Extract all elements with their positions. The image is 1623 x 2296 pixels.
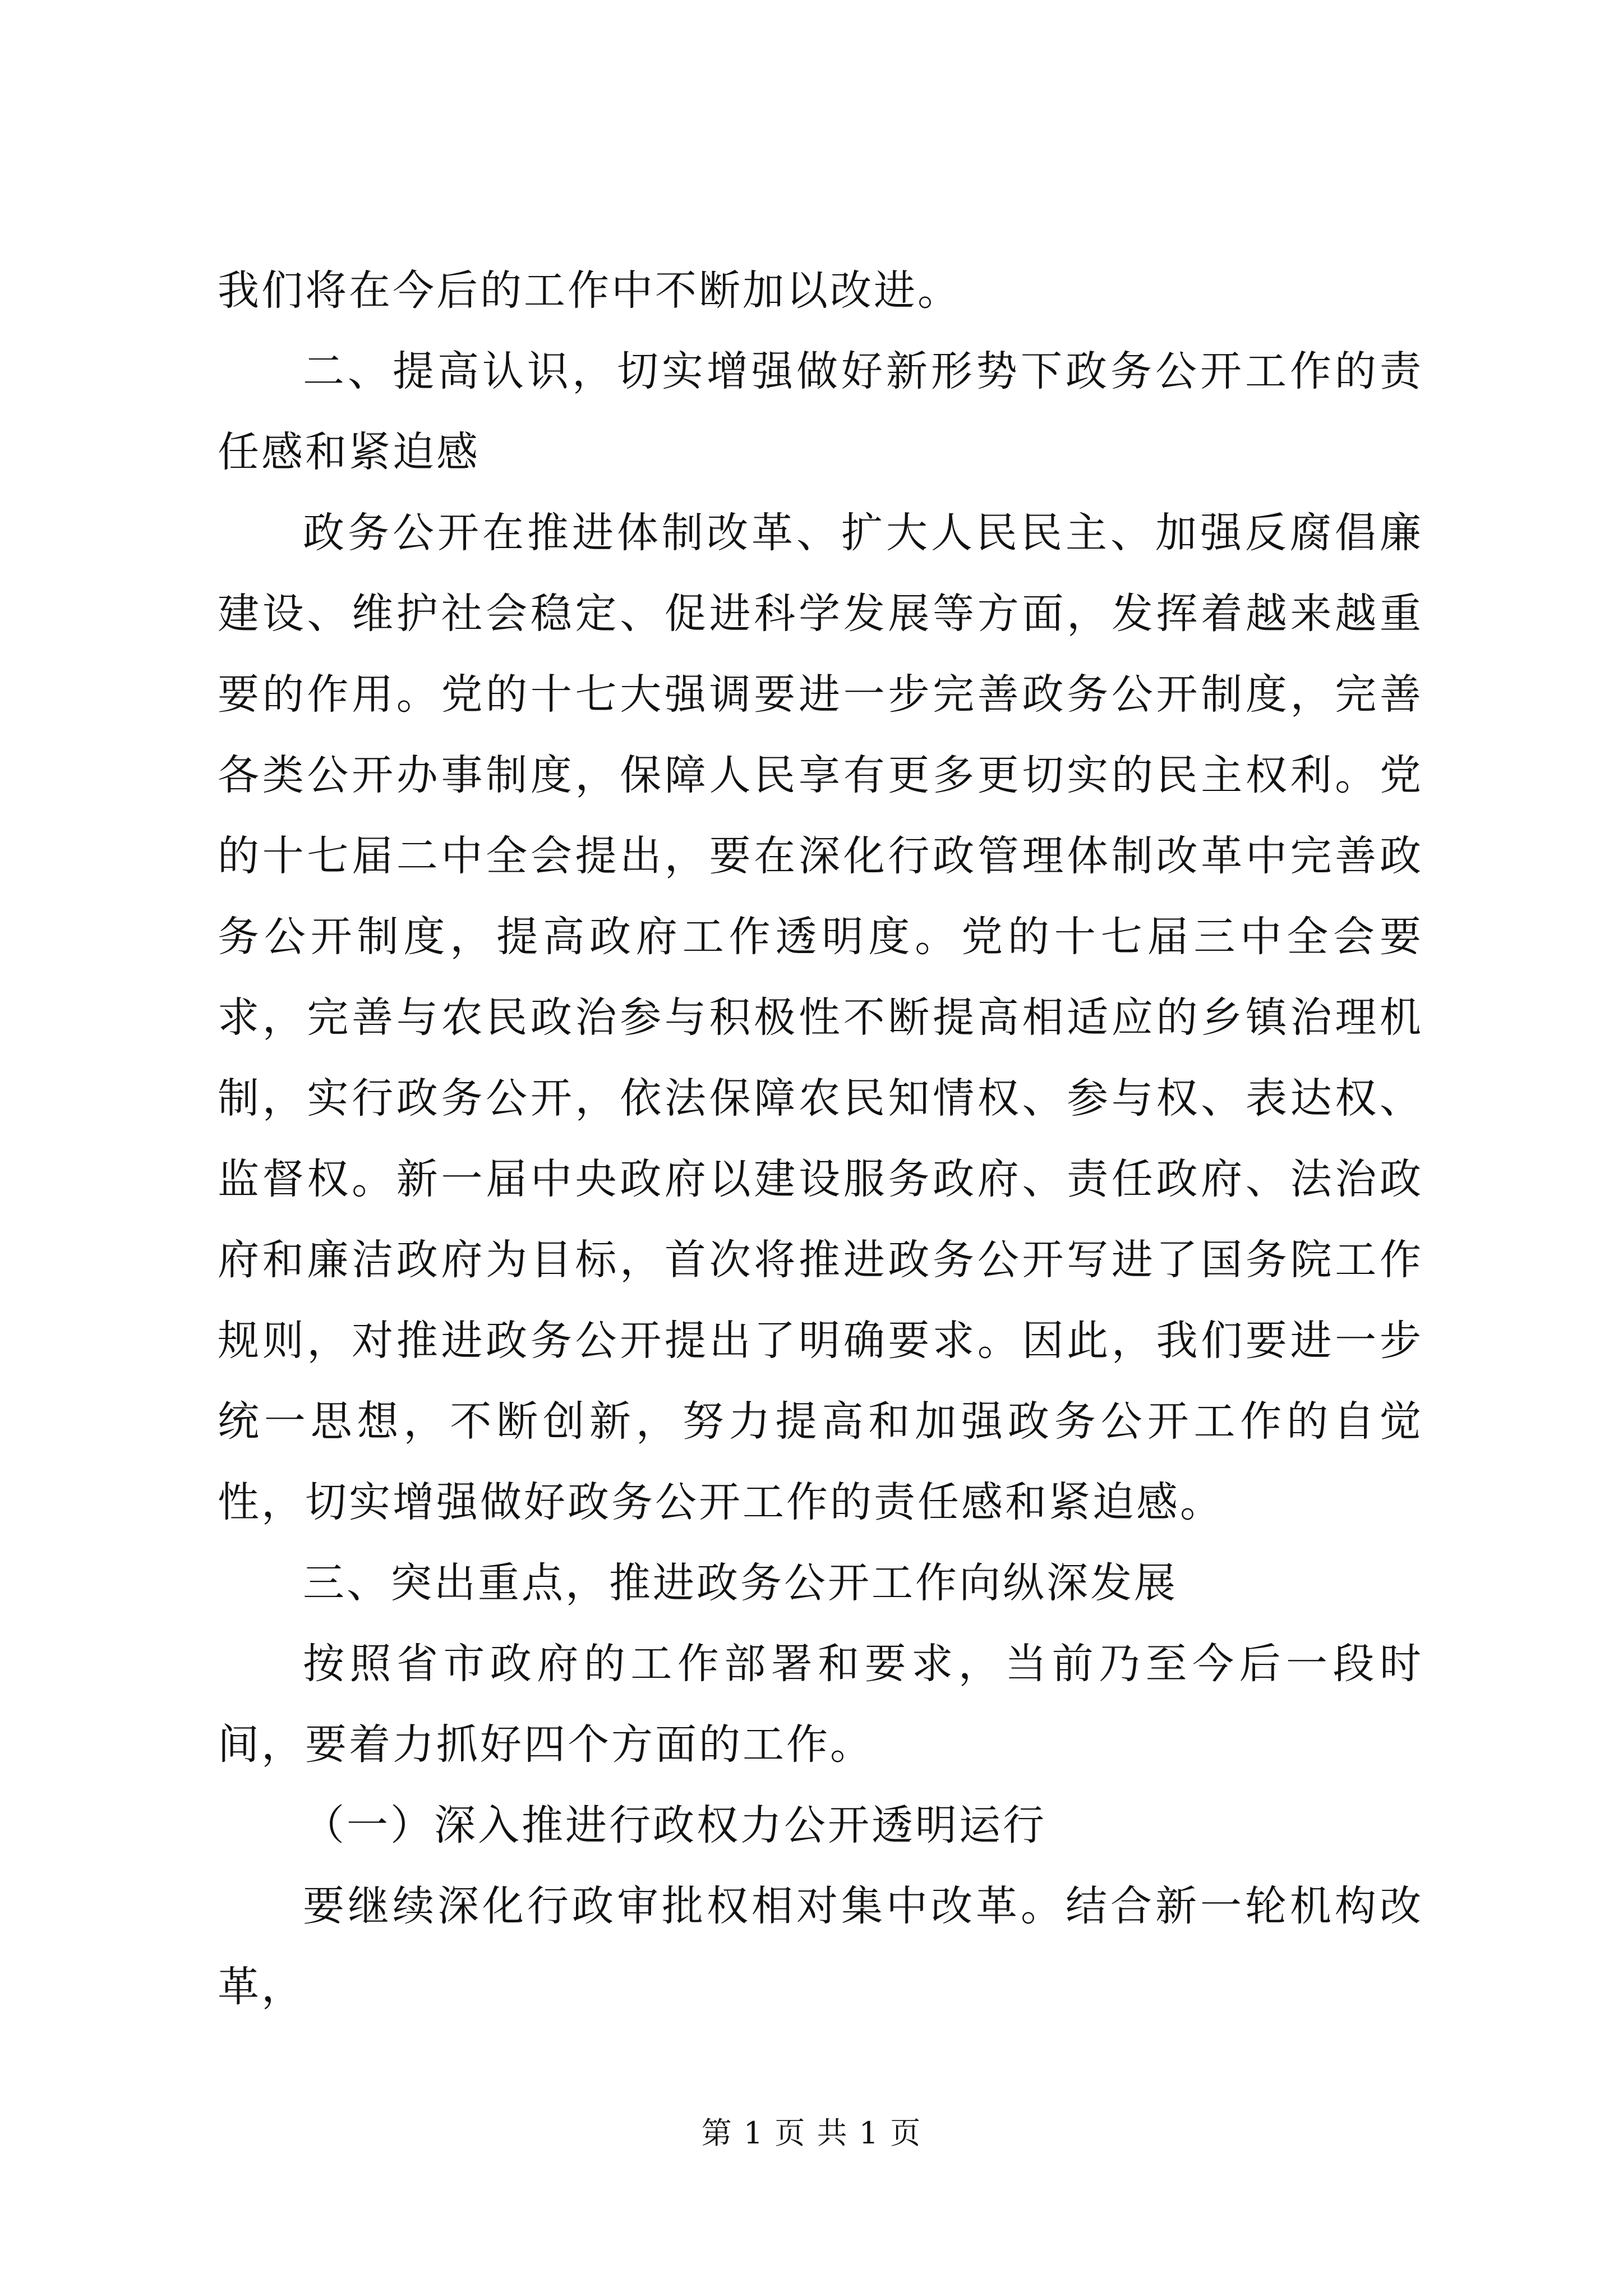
paragraph-section-2-body: 政务公开在推进体制改革、扩大人民民主、加强反腐倡廉建设、维护社会稳定、促进科学发展等方面，发挥着越来越重要的作用。党的十七大强调要进一步完善政务公开制度，完善各类公开办事制度，保障人民享有更多更切实的民主权利。党的十七届二中全会提出，要在深化行政管理体制改革中完善政务公开制度，提高政府工作透明度。党的十七届三中全会要求，完善与农民政治参与积极性不断提高相适应的乡镇治理机制，实行政务公开，依法保障农民知情权、参与权、表达权、监督权。新一届中央政府以建设服务政府、责任政府、法治政府和廉洁政府为目标，首次将推进政务公开写进了国务院工作规则，对推进政务公开提出了明确要求。因此，我们要进一步统一思想，不断创新，努力提高和加强政务公开工作的自觉性，切实增强做好政务公开工作的责任感和紧迫感。 [218,509,1423,1526]
paragraph-section-3-intro: 按照省市政府的工作部署和要求，当前乃至今后一段时间，要着力抓好四个方面的工作。 [218,1640,1423,1769]
paragraph-intro-tail: 我们将在今后的工作中不断加以改进。 [218,266,961,315]
document-body [218,250,1423,2027]
section-heading-2: 二、提高认识，切实增强做好新形势下政务公开工作的责任感和紧迫感 [218,347,1423,476]
subsection-heading-1: （一）深入推进行政权力公开透明运行 [303,1801,1046,1849]
page-footer: 第 1 页 共 1 页 [701,2115,922,2151]
section-heading-3: 三、突出重点，推进政务公开工作向纵深发展 [303,1559,1178,1607]
paragraph-subsection-1-body: 要继续深化行政审批权相对集中改革。结合新一轮机构改革， [218,1882,1423,2011]
